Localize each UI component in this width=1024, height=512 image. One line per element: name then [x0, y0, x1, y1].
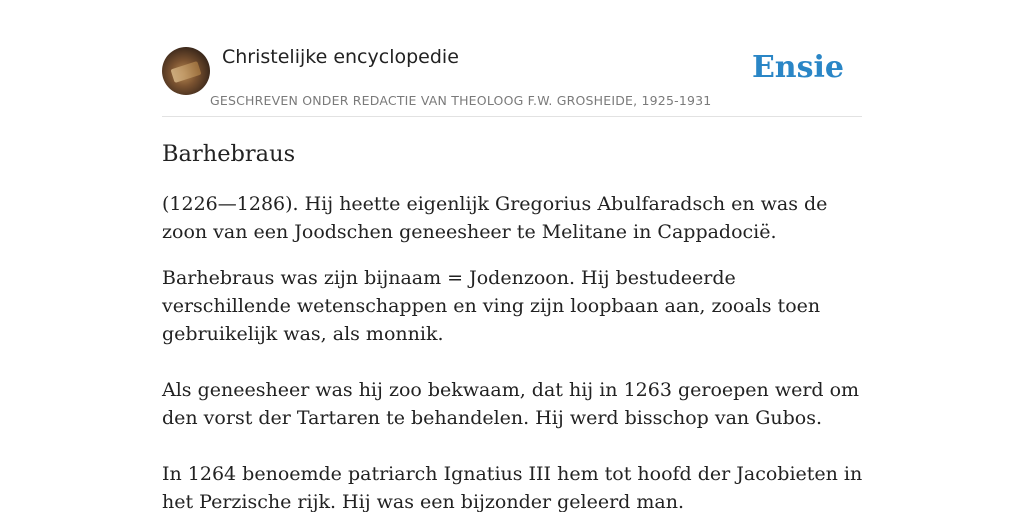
book-icon	[171, 61, 202, 83]
site-name[interactable]: Christelijke encyclopedie	[222, 46, 459, 68]
article-title: Barhebraus	[162, 141, 296, 167]
ensie-logo-link[interactable]: Ensie	[751, 50, 844, 85]
article-paragraph: Barhebraus was zijn bijnaam = Jodenzoon. Hij bestudeerde verschillende wetenschappen en ving zijn loopbaan aan, zooals toen gebruikelijk was, als monnik.	[162, 267, 821, 345]
encyclopedia-avatar[interactable]	[162, 47, 210, 95]
article-paragraph: (1226—1286). Hij heette eigenlijk Gregorius Abulfaradsch en was de zoon van een Joodschen geneesheer te Melitane in Cappadocië.	[162, 193, 828, 243]
article-paragraph: In 1264 benoemde patriarch Ignatius III hem tot hoofd der Jacobieten in het Perzische rijk. Hij was een bijzonder geleerd man.	[162, 463, 863, 512]
site-subtitle: GESCHREVEN ONDER REDACTIE VAN THEOLOOG F.W. GROSHEIDE, 1925-1931	[210, 93, 712, 108]
site-header	[162, 46, 862, 117]
article-paragraph: Als geneesheer was hij zoo bekwaam, dat hij in 1263 geroepen werd om den vorst der Tartaren te behandelen. Hij werd bisschop van Gubos.	[162, 379, 860, 429]
article	[162, 138, 868, 512]
